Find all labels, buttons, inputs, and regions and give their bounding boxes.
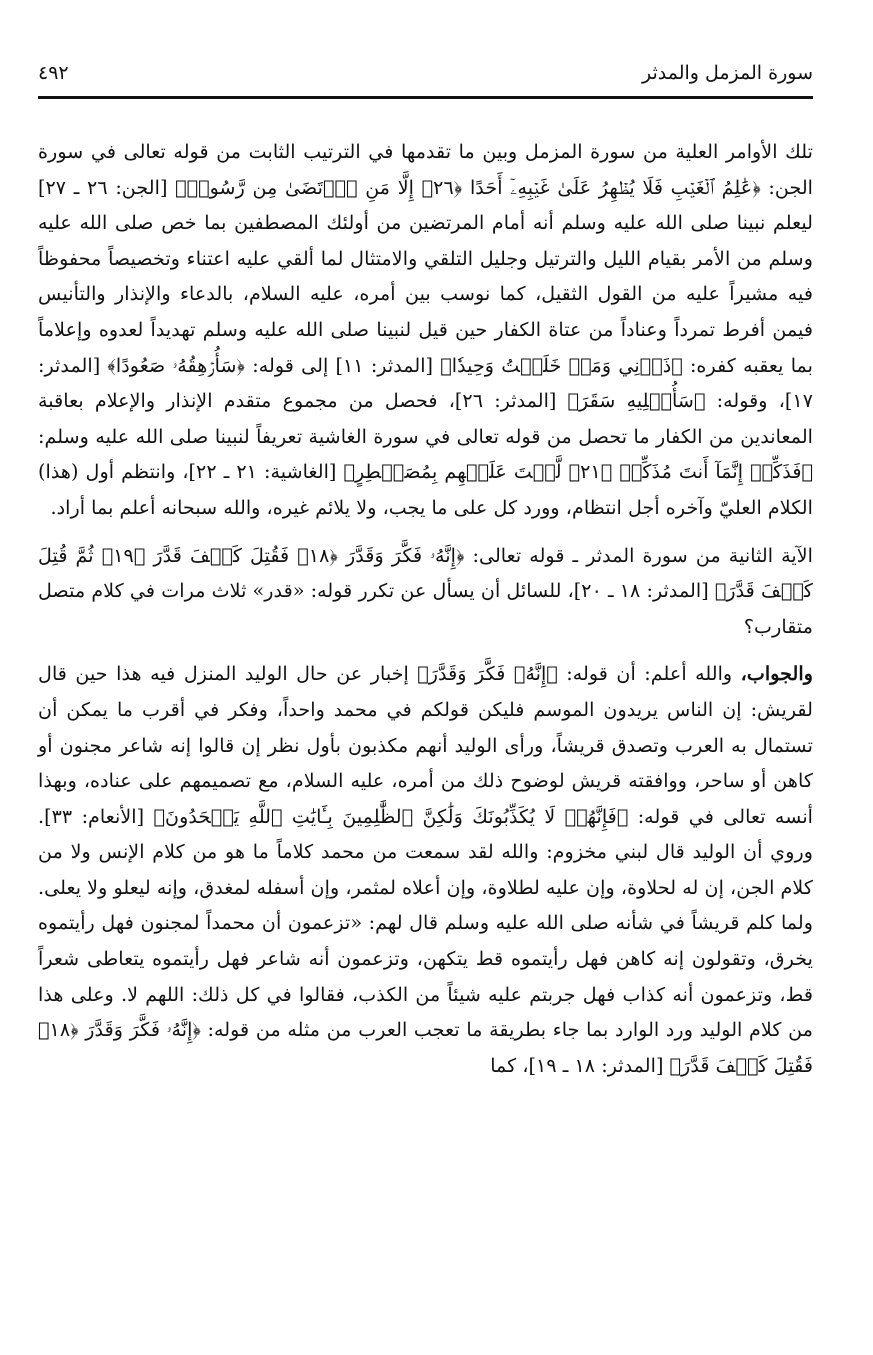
paragraph-answer bbox=[38, 656, 813, 1083]
header-divider bbox=[38, 96, 813, 99]
answer-lead: والجواب، bbox=[740, 662, 813, 686]
answer-text: والله أعلم: أن قوله: ﴿إِنَّهُۥ فَكَّرَ وَقَدَّرَ﴾ إخبار عن حال الوليد المنزل فيه هذا حين قال لقريش: إن الناس يريدون الموسم فليكن قولكم في محمد واحداً، وفكر في أقرب ما يمكن أن تستمال به العرب وتصدق قريشاً، ورأى الوليد أنهم مكذبون بأول نظر إن قالوا إنه شاعر مجنون أو كاهن أو ساحر، ووافقته قريش لوضوح ذلك من أمره، عليه السلام، مع تصميمهم على عناده، وبهذا أنسه تعالى في قوله: ﴿فَإِنَّهُمۡ لَا يُكَذِّبُونَكَ وَلَٰكِنَّ ٱلظَّٰلِمِينَ بِـَٔايَٰتِ ٱللَّهِ يَجۡحَدُونَ﴾ [الأنعام: ٣٣]. وروي أن الوليد قال لبني مخزوم: والله لقد سمعت من محمد كلاماً ما هو من كلام الإنس ولا من كلام الجن، إن له لحلاوة، وإن عليه لطلاوة، وإن أعلاه لمثمر، وإن أسفله لمغدق، وإنه ليعلو ولا يعلى. ولما كلم قريشاً في شأنه صلى الله عليه وسلم قال لهم: «تزعمون أن محمداً لمجنون فهل رأيتموه يخرق، وتقولون إنه كاهن فهل رأيتموه قط يتكهن، وتزعمون أنه شاعر فهل رأيتموه يتعاطى شعراً قط، وتزعمون أنه كذاب فهل جربتم عليه شيئاً من الكذب، فقالوا في كل ذلك: اللهم لا. وعلى هذا من كلام الوليد ورد الوارد بما جاء بطريقة ما تعجب العرب من مثله من قوله: ﴿إِنَّهُۥ فَكَّرَ وَقَدَّرَ ﴿١٨﴾ فَقُتِلَ كَيۡفَ قَدَّرَ﴾ [المدثر: ١٨ ـ ١٩]، كما bbox=[38, 662, 813, 1077]
page-header bbox=[38, 56, 813, 90]
book-page bbox=[38, 0, 813, 1355]
page-number: ٤٩٢ bbox=[38, 62, 69, 84]
page-body bbox=[38, 134, 813, 1083]
paragraph-question: الآية الثانية من سورة المدثر ـ قوله تعالى: ﴿إِنَّهُۥ فَكَّرَ وَقَدَّرَ ﴿١٨﴾ فَقُتِلَ كَيۡفَ قَدَّرَ ﴿١٩﴾ ثُمَّ قُتِلَ كَيۡفَ قَدَّرَ﴾ [المدثر: ١٨ ـ ٢٠]، للسائل أن يسأل عن تكرر قوله: «قدر» ثلاث مرات في كلام متصل متقارب؟ bbox=[38, 543, 813, 638]
running-title: سورة المزمل والمدثر bbox=[641, 62, 813, 84]
paragraph-intro-continuation: تلك الأوامر العلية من سورة المزمل وبين ما تقدمها في الترتيب الثابت من قوله تعالى في سورة الجن: ﴿عَٰلِمُ ٱلۡغَيۡبِ فَلَا يُظۡهِرُ عَلَىٰ غَيۡبِهِۦٓ أَحَدًا ﴿٢٦﴾ إِلَّا مَنِ ٱرۡتَضَىٰ مِن رَّسُولٖ﴾ [الجن: ٢٦ ـ ٢٧] ليعلم نبينا صلى الله عليه وسلم أنه أمام المرتضين من أولئك المصطفين بما خص صلى الله عليه وسلم من الأمر بقيام الليل والترتيل وجليل التلقي والامتثال لما ألقي عليه اعتناء وتخصيصاً محفوظاً فيه مشيراً عليه من القول الثقيل، كما نوسب بين أمره، عليه السلام، بالدعاء والإنذار والتأنيس فيمن أفرط تمرداً وعناداً من عتاة الكفار حين قيل لنبينا صلى الله عليه وسلم تهديداً لعدوه وإعلاماً بما يعقبه كفره: ﴿ذَرۡنِي وَمَنۡ خَلَقۡتُ وَحِيدٗا﴾ [المدثر: ١١] إلى قوله: ﴿سَأُرۡهِقُهُۥ صَعُودًا﴾ [المدثر: ١٧]، وقوله: ﴿سَأُصۡلِيهِ سَقَرَ﴾ [المدثر: ٢٦]، فحصل من مجموع متقدم الإنذار والإعلام بعاقبة المعاندين من الكفار ما تحصل من قوله تعالى في سورة الغاشية تعريفاً لنبينا صلى الله عليه وسلم: ﴿فَذَكِّرۡ إِنَّمَآ أَنتَ مُذَكِّرٞ ﴿٢١﴾ لَّسۡتَ عَلَيۡهِم بِمُصَيۡطِرٍ﴾ [الغاشية: ٢١ ـ ٢٢]، وانتظم أول (هذا) الكلام العليّ وآخره أجل انتظام، وورد كل على ما يجب، ولا يلائم غيره، والله سبحانه أعلم بما أراد. bbox=[38, 140, 814, 519]
